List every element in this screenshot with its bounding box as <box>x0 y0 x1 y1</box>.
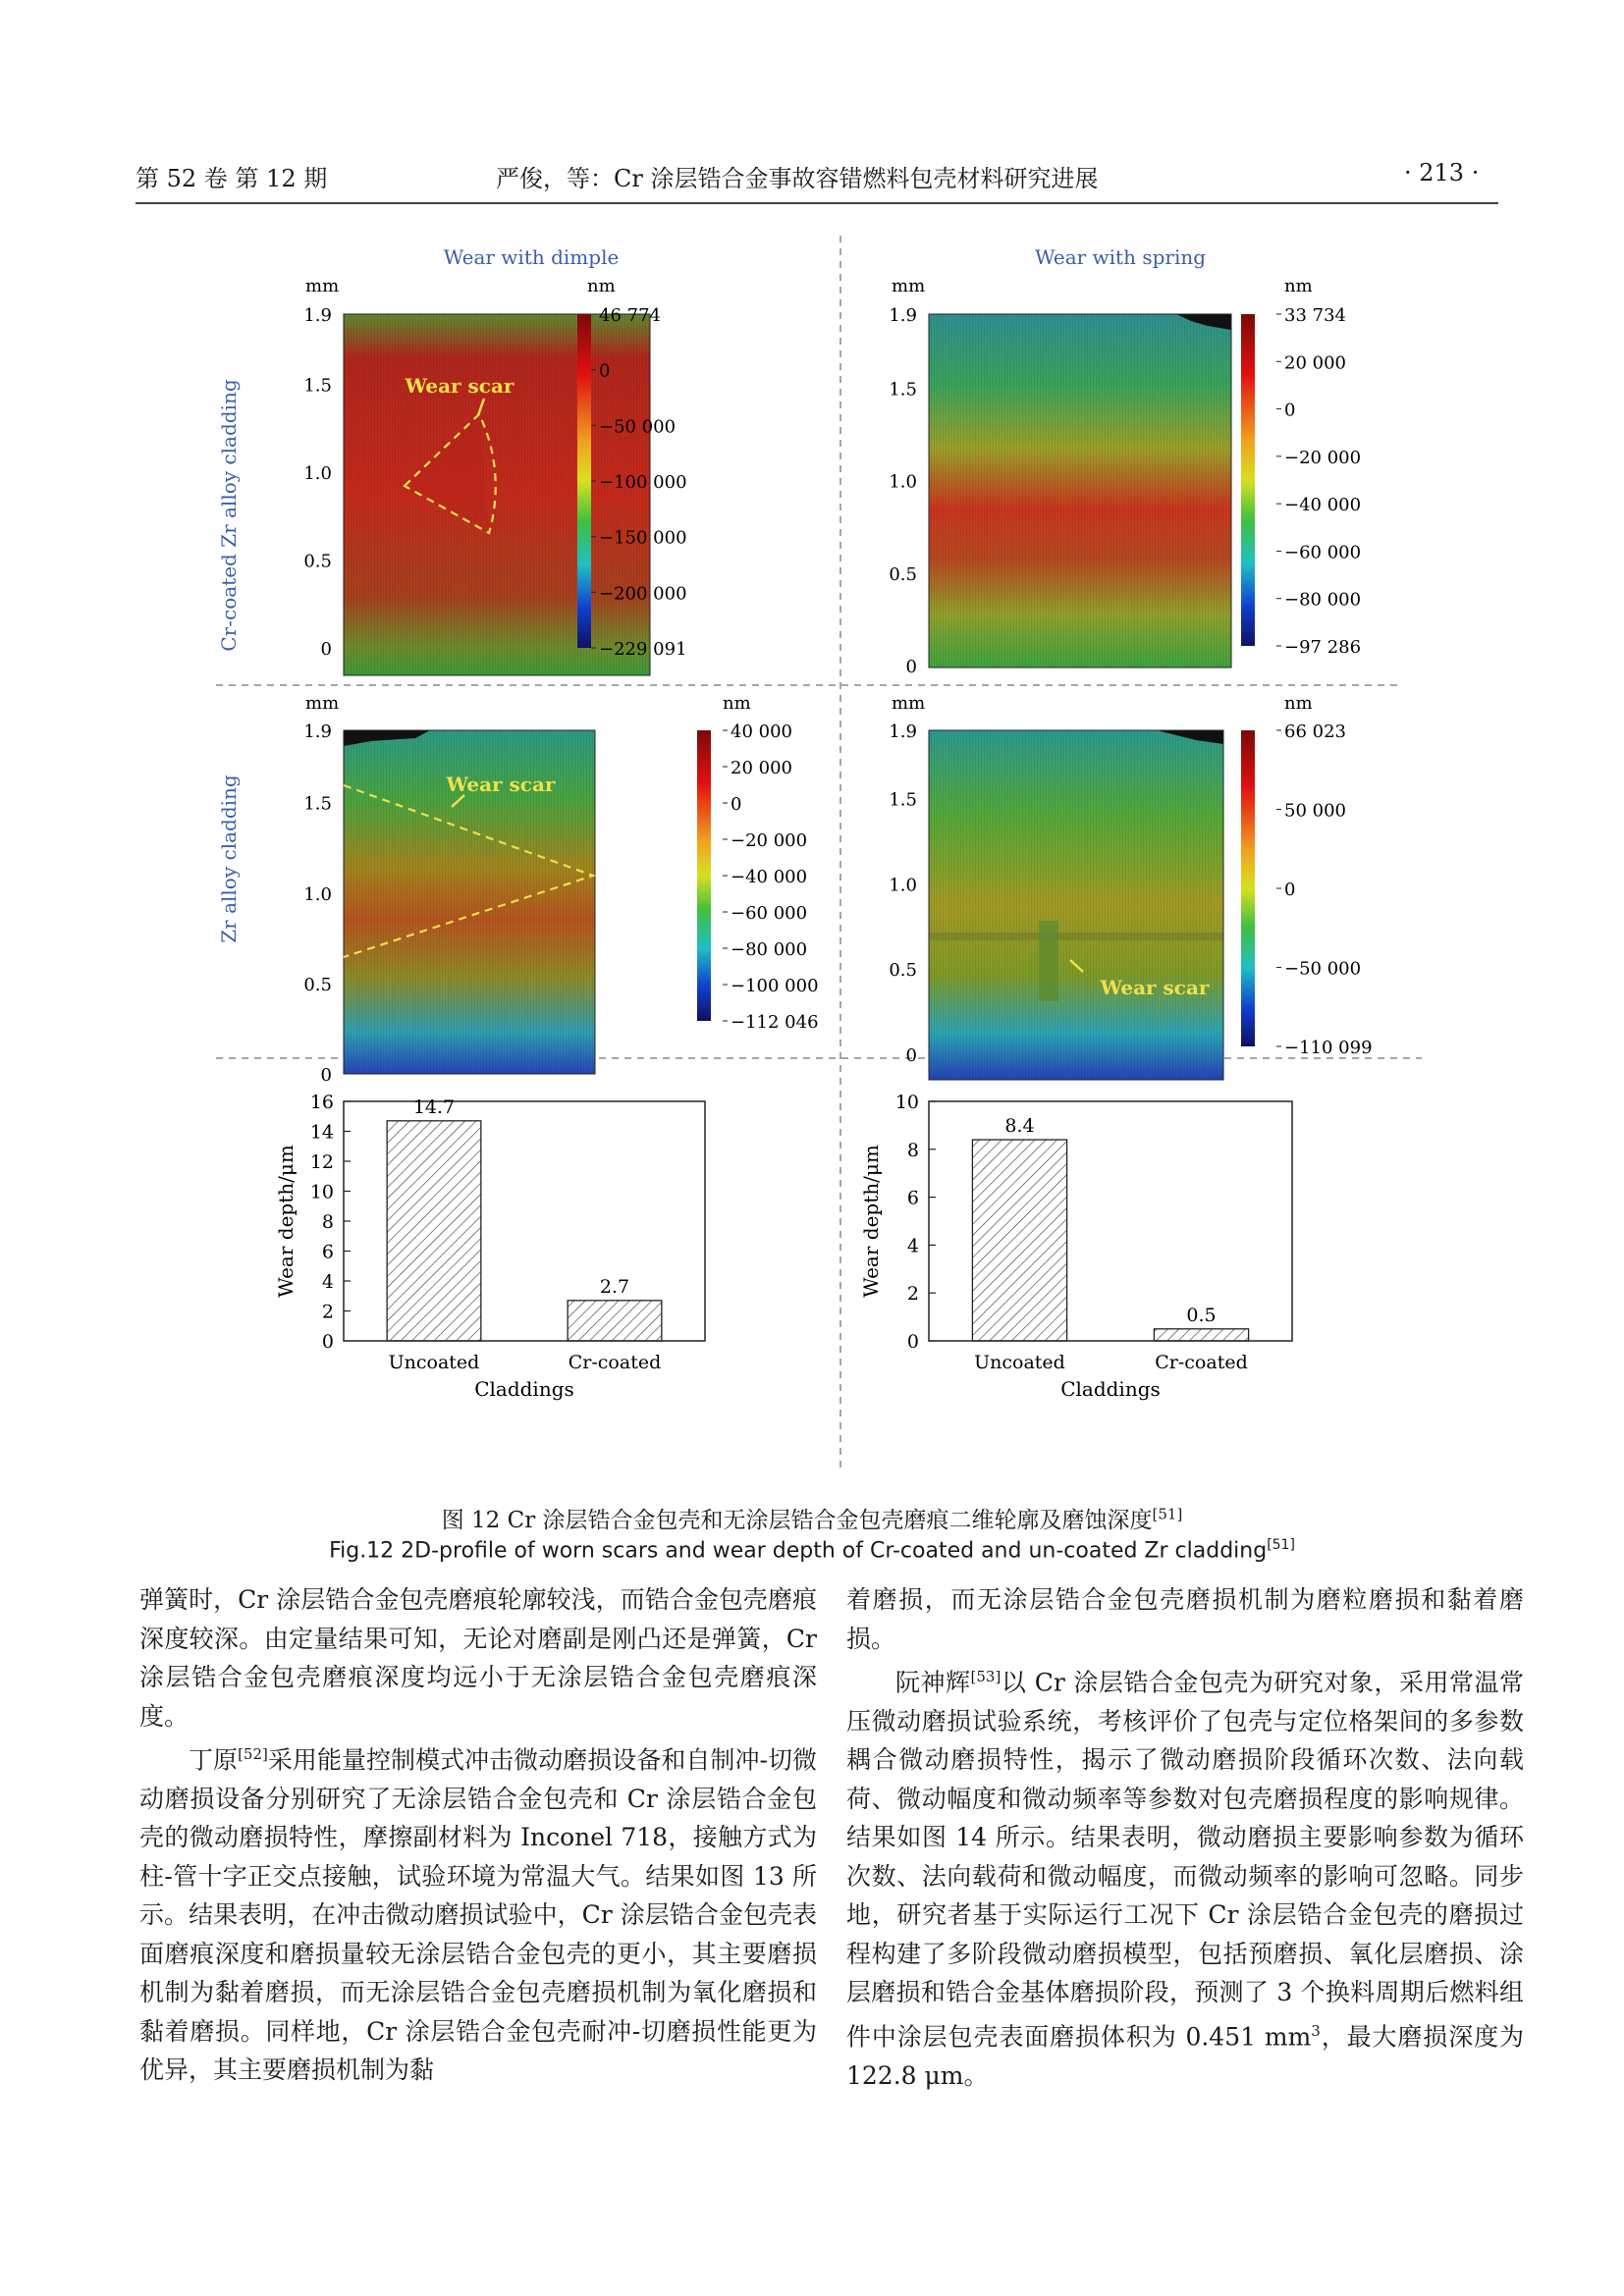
bar-value-label: 8.4 <box>1004 1115 1035 1138</box>
y-tick-label: 8 <box>321 1211 334 1233</box>
y-tick-label: 1.0 <box>889 875 917 896</box>
colorbar-tick-label: −50 000 <box>599 416 677 438</box>
x-axis-label: Claddings <box>1060 1377 1161 1401</box>
body-column-left <box>139 1580 817 2090</box>
x-axis-label: Claddings <box>474 1377 574 1401</box>
y-tick-label: 6 <box>321 1241 334 1263</box>
unit-mm: mm <box>305 693 340 714</box>
y-tick-label: 1.5 <box>303 375 332 397</box>
bar-uncoated <box>972 1140 1066 1341</box>
colorbar-tick-label: −200 000 <box>599 583 687 605</box>
y-tick-label: 1.5 <box>889 789 917 811</box>
colorbar-tick-label: −100 000 <box>599 472 687 493</box>
colorbar-tick-label: −50 000 <box>1284 958 1362 980</box>
wear-scar-label: Wear scar <box>446 773 556 796</box>
y-tick-label: 10 <box>894 1092 919 1113</box>
y-tick-label: 6 <box>906 1187 919 1209</box>
y-tick-label: 1.9 <box>303 305 332 326</box>
y-tick-label: 0 <box>321 1331 334 1353</box>
colorbar-tick-label: 0 <box>1284 400 1296 421</box>
y-axis-label: Wear depth/μm <box>274 1145 298 1298</box>
unit-nm: nm <box>587 276 616 296</box>
y-tick-label: 4 <box>906 1235 919 1257</box>
row-label-cr-coated: Cr-coated Zr alloy cladding <box>217 379 241 652</box>
y-tick-label: 8 <box>906 1139 919 1161</box>
colorbar-tick-label: −112 046 <box>731 1012 819 1033</box>
y-tick-label: 1.5 <box>303 793 332 815</box>
figure-caption-en: Fig.12 2D-profile of worn scars and wear depth of Cr-coated and un-coated Zr cladding[51] <box>329 1537 1295 1564</box>
y-tick-label: 0 <box>320 639 332 660</box>
y-axis-label: Wear depth/μm <box>859 1145 883 1298</box>
unit-nm: nm <box>1284 693 1313 714</box>
colorbar-tick-label: 40 000 <box>731 721 792 742</box>
colorbar-tick-label: −40 000 <box>1284 495 1362 516</box>
colorbar-b <box>1241 314 1255 646</box>
colorbar-tick-label: −20 000 <box>1284 447 1362 468</box>
bar-cr-coated <box>568 1301 662 1341</box>
y-tick-label: 0 <box>905 657 917 677</box>
colorbar-tick-label: −60 000 <box>731 903 808 924</box>
colorbar-tick-label: 0 <box>599 360 611 382</box>
bar-chart-spring <box>859 1092 1292 1401</box>
paragraph: 阮神辉[53]以 Cr 涂层锆合金包壳为研究对象，采用常温常压微动磨损试验系统，考核评价了包壳与定位格架间的多参数耦合微动磨损特性，揭示了微动磨损阶段循环次数、法向载荷、微动幅度和微动频率等参数对包壳磨损程度的影响规律。结果如图 14 所示。结果表明，微动磨损主要影响参数为循环次数、法向载荷和微动幅度，而微动频率的影响可忽略。同步地，研究者基于实际运行工况下 Cr 涂层锆合金包壳的磨损过程构建了多阶段微动磨损模型，包括预磨损、氧化层磨损、涂层磨损和锆合金基体磨损阶段，预测了 3 个换料周期后燃料组件中涂层包壳表面磨损体积为 0.451 $mm^3$，最大磨损深度为 122.8 μm。 <box>846 1668 1524 2090</box>
paragraph: 丁原[52]采用能量控制模式冲击微动磨损设备和自制冲-切微动磨损设备分别研究了无涂层锆合金包壳和 Cr 涂层锆合金包壳的微动磨损特性，摩擦副材料为 Inconel 718，接触方式为柱-管十字正交点接触，试验环境为常温大气。结果如图 13 所示。结果表明，在冲击微动磨损试验中，Cr 涂层锆合金包壳表面磨痕深度和磨损量较无涂层锆合金包壳的更小，其主要磨损机制为黏着磨损，而无涂层锆合金包壳磨损机制为氧化磨损和黏着磨损。同样地，Cr 涂层锆合金包壳耐冲-切磨损性能更为优异，其主要磨损机制为黏 <box>139 1745 817 2085</box>
colorbar-tick-label: 20 000 <box>731 758 792 778</box>
y-tick-label: 10 <box>309 1181 334 1203</box>
figure-12 <box>135 206 1498 1482</box>
x-tick-label: Uncoated <box>974 1352 1065 1373</box>
y-tick-label: 16 <box>309 1092 334 1113</box>
unit-mm: mm <box>892 693 926 714</box>
wear-scar-label: Wear scar <box>1100 976 1210 999</box>
colorbar-tick-label: 20 000 <box>1284 352 1346 374</box>
colorbar-d <box>1241 730 1255 1046</box>
unit-nm: nm <box>1284 276 1313 296</box>
x-tick-label: Uncoated <box>388 1352 480 1373</box>
unit-mm: mm <box>305 276 340 296</box>
colorbar-a <box>577 314 591 648</box>
colorbar-tick-label: −20 000 <box>731 830 808 851</box>
colorbar-tick-label: −229 091 <box>599 639 687 660</box>
y-tick-label: 1.9 <box>889 721 917 742</box>
y-tick-label: 1.0 <box>303 463 332 485</box>
y-tick-label: 0.5 <box>303 551 332 572</box>
col-title-dimple: Wear with dimple <box>443 245 620 269</box>
bar-uncoated <box>387 1121 481 1341</box>
paragraph: 弹簧时，Cr 涂层锆合金包壳磨痕轮廓较浅，而锆合金包壳磨痕深度较深。由定量结果可知，无论对磨副是刚凸还是弹簧，Cr 涂层锆合金包壳磨痕深度均远小于无涂层锆合金包壳磨痕深度。 <box>139 1585 817 1731</box>
bar-chart-dimple <box>274 1092 705 1401</box>
unit-mm: mm <box>892 276 926 296</box>
figure-12-graphic <box>135 206 1498 1482</box>
y-tick-label: 1.9 <box>303 721 332 742</box>
y-tick-label: 1.0 <box>303 883 332 905</box>
profile-panel-a <box>303 276 686 675</box>
colorbar-tick-label: −150 000 <box>599 527 687 549</box>
y-tick-label: 0.5 <box>889 960 917 982</box>
y-tick-label: 2 <box>321 1301 334 1323</box>
colorbar-tick-label: 46 774 <box>599 305 661 326</box>
y-tick-label: 2 <box>906 1283 919 1306</box>
profile-panel-d <box>889 693 1372 1080</box>
colorbar-tick-label: 50 000 <box>1284 800 1346 822</box>
figure-caption-cn: 图 12 Cr 涂层锆合金包壳和无涂层锆合金包壳磨痕二维轮廓及磨蚀深度[51] <box>441 1505 1183 1533</box>
x-tick-label: Cr-coated <box>1155 1352 1248 1373</box>
wear-scar-label: Wear scar <box>405 374 514 398</box>
profile-panel-b <box>889 276 1361 677</box>
body-column-right <box>846 1580 1524 2095</box>
colorbar-tick-label: −40 000 <box>731 867 808 887</box>
colorbar-tick-label: 66 023 <box>1284 721 1346 742</box>
running-title: 严俊，等：Cr 涂层锆合金事故容错燃料包壳材料研究进展 <box>496 165 1099 192</box>
journal-issue: 第 52 卷 第 12 期 <box>135 165 328 192</box>
y-tick-label: 0 <box>320 1065 332 1086</box>
bar-cr-coated <box>1154 1329 1248 1341</box>
colorbar-tick-label: 33 734 <box>1284 305 1346 326</box>
colorbar-c <box>697 730 711 1021</box>
bar-value-label: 2.7 <box>599 1275 630 1298</box>
paragraph: 着磨损，而无涂层锆合金包壳磨损机制为磨粒磨损和黏着磨损。 <box>846 1585 1524 1653</box>
page-number: · 213 · <box>1404 159 1480 187</box>
header-rule <box>135 202 1498 204</box>
y-tick-label: 0 <box>906 1331 919 1353</box>
colorbar-tick-label: −60 000 <box>1284 542 1362 563</box>
bar-value-label: 0.5 <box>1186 1304 1217 1326</box>
y-tick-label: 12 <box>309 1151 334 1173</box>
x-tick-label: Cr-coated <box>568 1352 662 1373</box>
colorbar-tick-label: −80 000 <box>731 939 808 960</box>
y-tick-label: 1.5 <box>889 379 917 400</box>
colorbar-tick-label: −97 286 <box>1284 637 1362 658</box>
colorbar-tick-label: 0 <box>731 794 742 815</box>
y-tick-label: 0.5 <box>303 974 332 995</box>
colorbar-tick-label: −110 099 <box>1284 1038 1373 1058</box>
y-tick-label: 1.0 <box>889 471 917 493</box>
y-tick-label: 0 <box>905 1045 917 1066</box>
colorbar-tick-label: 0 <box>1284 880 1296 900</box>
y-tick-label: 0.5 <box>889 563 917 585</box>
profile-panel-c <box>303 693 818 1086</box>
y-tick-label: 1.9 <box>889 305 917 326</box>
y-tick-label: 4 <box>321 1271 334 1293</box>
unit-nm: nm <box>723 693 751 714</box>
col-title-spring: Wear with spring <box>1034 245 1207 269</box>
y-tick-label: 14 <box>309 1121 334 1144</box>
bar-value-label: 14.7 <box>412 1095 456 1118</box>
colorbar-tick-label: −100 000 <box>731 976 819 996</box>
row-label-zr: Zr alloy cladding <box>217 774 241 943</box>
colorbar-tick-label: −80 000 <box>1284 589 1362 611</box>
